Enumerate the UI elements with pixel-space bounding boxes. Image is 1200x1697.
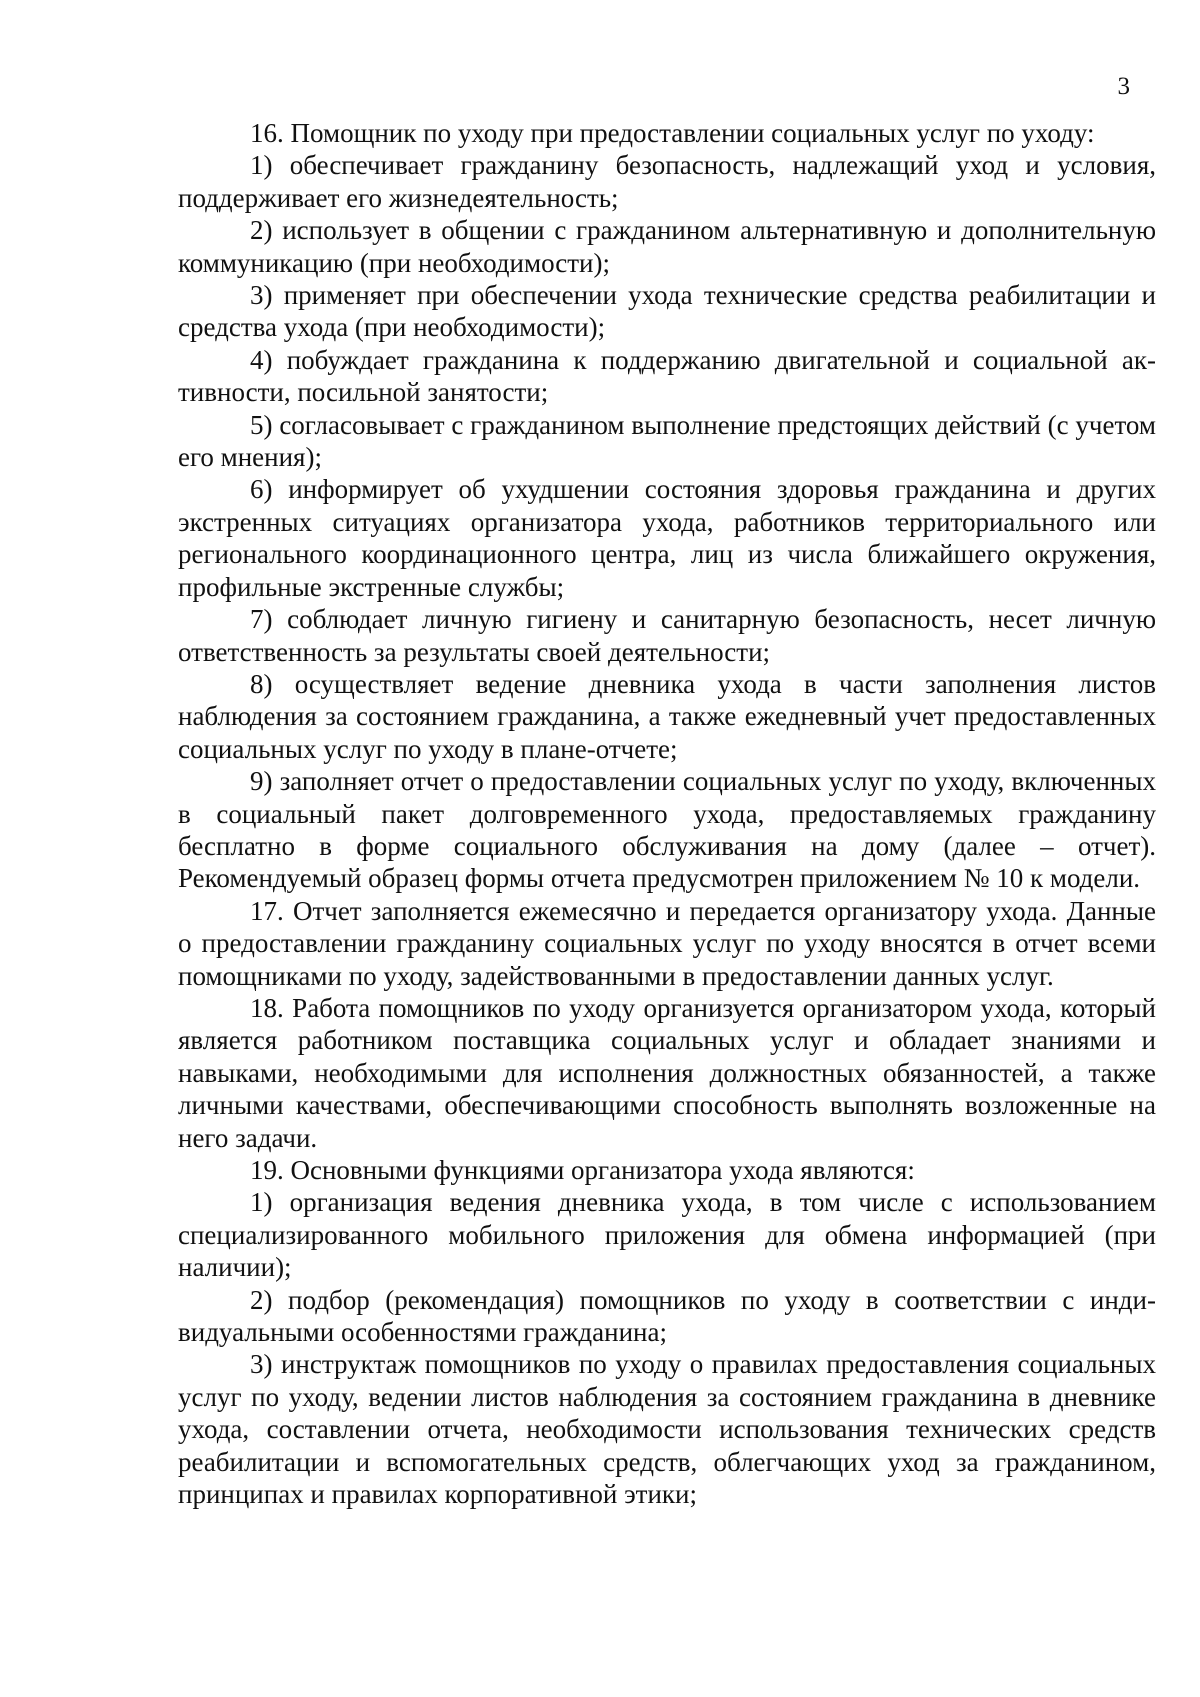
list-item-19-2: 2) подбор (рекомендация) помощников по уходу в соответствии с индивидуальными особенностями гражданина; [178,1284,1156,1348]
list-item-16-2: 2) использует в общении с гражданином альтернативную и дополнительную коммуникацию (при необходимости); [178,215,1156,278]
list-item-16-1: 1) обеспечивает гражданину безопасность, надлежащий уход и условия, поддерживает его жизнедеятельность; [178,150,1156,213]
paragraph-19: 19. Основными функциями организатора ухода являются: [250,1155,915,1185]
document-body [178,117,1156,1510]
list-item-16-4: 4) побуждает гражданина к поддержанию двигательной и социальной активности, посильной занятости; [178,344,1156,408]
list-item-16-5: 5) согласовывает с гражданином выполнение предстоящих действий (с учетом его мнения); [178,409,1156,473]
paragraph-16: 16. Помощник по уходу при предоставлении социальных услуг по уходу: [250,118,1095,148]
page-number: 3 [1117,73,1130,100]
list-item-16-7: 7) соблюдает личную гигиену и санитарную безопасность, несет личную ответственность за результаты своей деятельности; [178,604,1156,667]
list-item-16-3: 3) применяет при обеспечении ухода технические средства реабилитации и средства ухода (при необходимости); [178,280,1156,343]
paragraph-17: 17. Отчет заполняется ежемесячно и передается организатору ухода. Данные о предоставлении гражданину социальных услуг по уходу вносятся в отчет всеми помощниками по уходу, задействованными в предоставлении данных услуг. [178,895,1156,991]
list-item-19-3: 3) инструктаж помощников по уходу о правилах предоставления социальных услуг по уходу, ведении листов наблюдения за состоянием гражданина в дневнике ухода, составлении отчета, необходимости использования технических средств реабилитации и вспомогательных средств, облегчающих уход за гражданином, принципах и правилах корпоративной этики; [178,1349,1156,1510]
list-item-16-9: 9) заполняет отчет о предоставлении социальных услуг по уходу, включенных в социальный пакет долговременного ухода, предоставляемых гражданину бесплатно в форме социального обслуживания на дому (далее – отчет). Рекомендуемый образец формы отчета предусмотрен приложением № 10 к модели. [178,766,1156,894]
list-item-19-1: 1) организация ведения дневника ухода, в том числе с использованием специализированного мобильного приложения для обмена информацией (при наличии); [178,1187,1156,1283]
list-item-16-6: 6) информирует об ухудшении состояния здоровья гражданина и других экстренных ситуациях организатора ухода, работников территориального или регионального координационного центра, лиц из числа ближайшего окружения, профильные экстренные службы; [178,474,1156,602]
paragraph-18: 18. Работа помощников по уходу организуется организатором ухода, который является работником поставщика социальных услуг и обладает знаниями и навыками, необходимыми для исполнения должностных обязанностей, а также личными качествами, обеспечивающими способность выполнять возложенные на него задачи. [178,992,1156,1153]
list-item-16-8: 8) осуществляет ведение дневника ухода в части заполнения листов наблюдения за состоянием гражданина, а также ежедневный учет предоставленных социальных услуг по уходу в плане-отчете; [178,668,1156,764]
